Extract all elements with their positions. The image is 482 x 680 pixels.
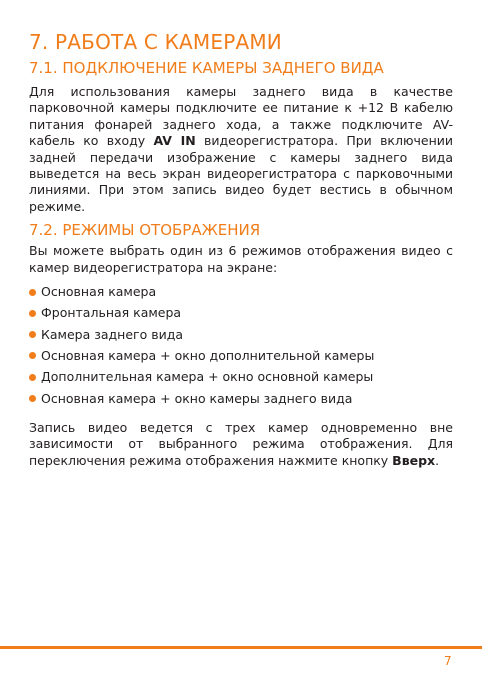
bullet-icon (29, 310, 36, 317)
section-title: 7. РАБОТА С КАМЕРАМИ (29, 30, 282, 54)
bullet-icon (29, 395, 36, 402)
list-item (29, 324, 453, 345)
footer-divider (0, 646, 482, 649)
mode-label: Основная камера + окно камеры заднего вида (41, 390, 353, 406)
display-modes-list (29, 281, 453, 409)
mode-label: Фронтальная камера (41, 305, 182, 321)
bullet-icon (29, 352, 36, 359)
mode-label: Основная камера + окно дополнительной камеры (41, 347, 375, 363)
bullet-icon (29, 289, 36, 296)
subsection-title-rear-camera: 7.1. ПОДКЛЮЧЕНИЕ КАМЕРЫ ЗАДНЕГО ВИДА (29, 59, 384, 77)
list-item (29, 281, 453, 302)
recording-note-paragraph (29, 420, 453, 469)
mode-label: Камера заднего вида (41, 326, 184, 342)
page-number: 7 (444, 654, 452, 668)
list-item (29, 366, 453, 387)
subsection-title-display-modes: 7.2. РЕЖИМЫ ОТОБРАЖЕНИЯ (29, 221, 261, 240)
mode-label: Дополнительная камера + окно основной камеры (41, 369, 374, 385)
bullet-icon (29, 331, 36, 338)
up-button-term: Вверх (392, 452, 436, 468)
list-item (29, 388, 453, 409)
bullet-icon (29, 374, 36, 381)
rear-camera-text-end: видеорегистратора. При включении задней передачи изображение с камеры заднего вида выведется на весь экран видеорегистратора с парковочными линиями. При этом запись видео будет вестись в обычном режиме. (29, 133, 453, 214)
mode-label: Основная камера (41, 284, 157, 300)
recording-note-text: Запись видео ведется с трех камер одновременно вне зависимости от выбранного режима отображения. Для переключения режима отображения нажмите кнопку (29, 419, 453, 468)
display-modes-intro: Вы можете выбрать один из 6 режимов отображения видео с камер видеорегистратора на экране: (29, 243, 453, 275)
rear-camera-paragraph (29, 84, 453, 215)
list-item (29, 302, 453, 323)
rear-camera-text-start: Для использования камеры заднего вида в качестве парковочной камеры подключите ее питание к +12 В кабелю питания фонарей заднего хода, а также подключите AV-кабель ко входу (29, 84, 453, 149)
av-in-term: AV IN (153, 133, 196, 149)
list-item (29, 345, 453, 366)
page-content (29, 29, 453, 469)
recording-note-end: . (435, 452, 440, 468)
